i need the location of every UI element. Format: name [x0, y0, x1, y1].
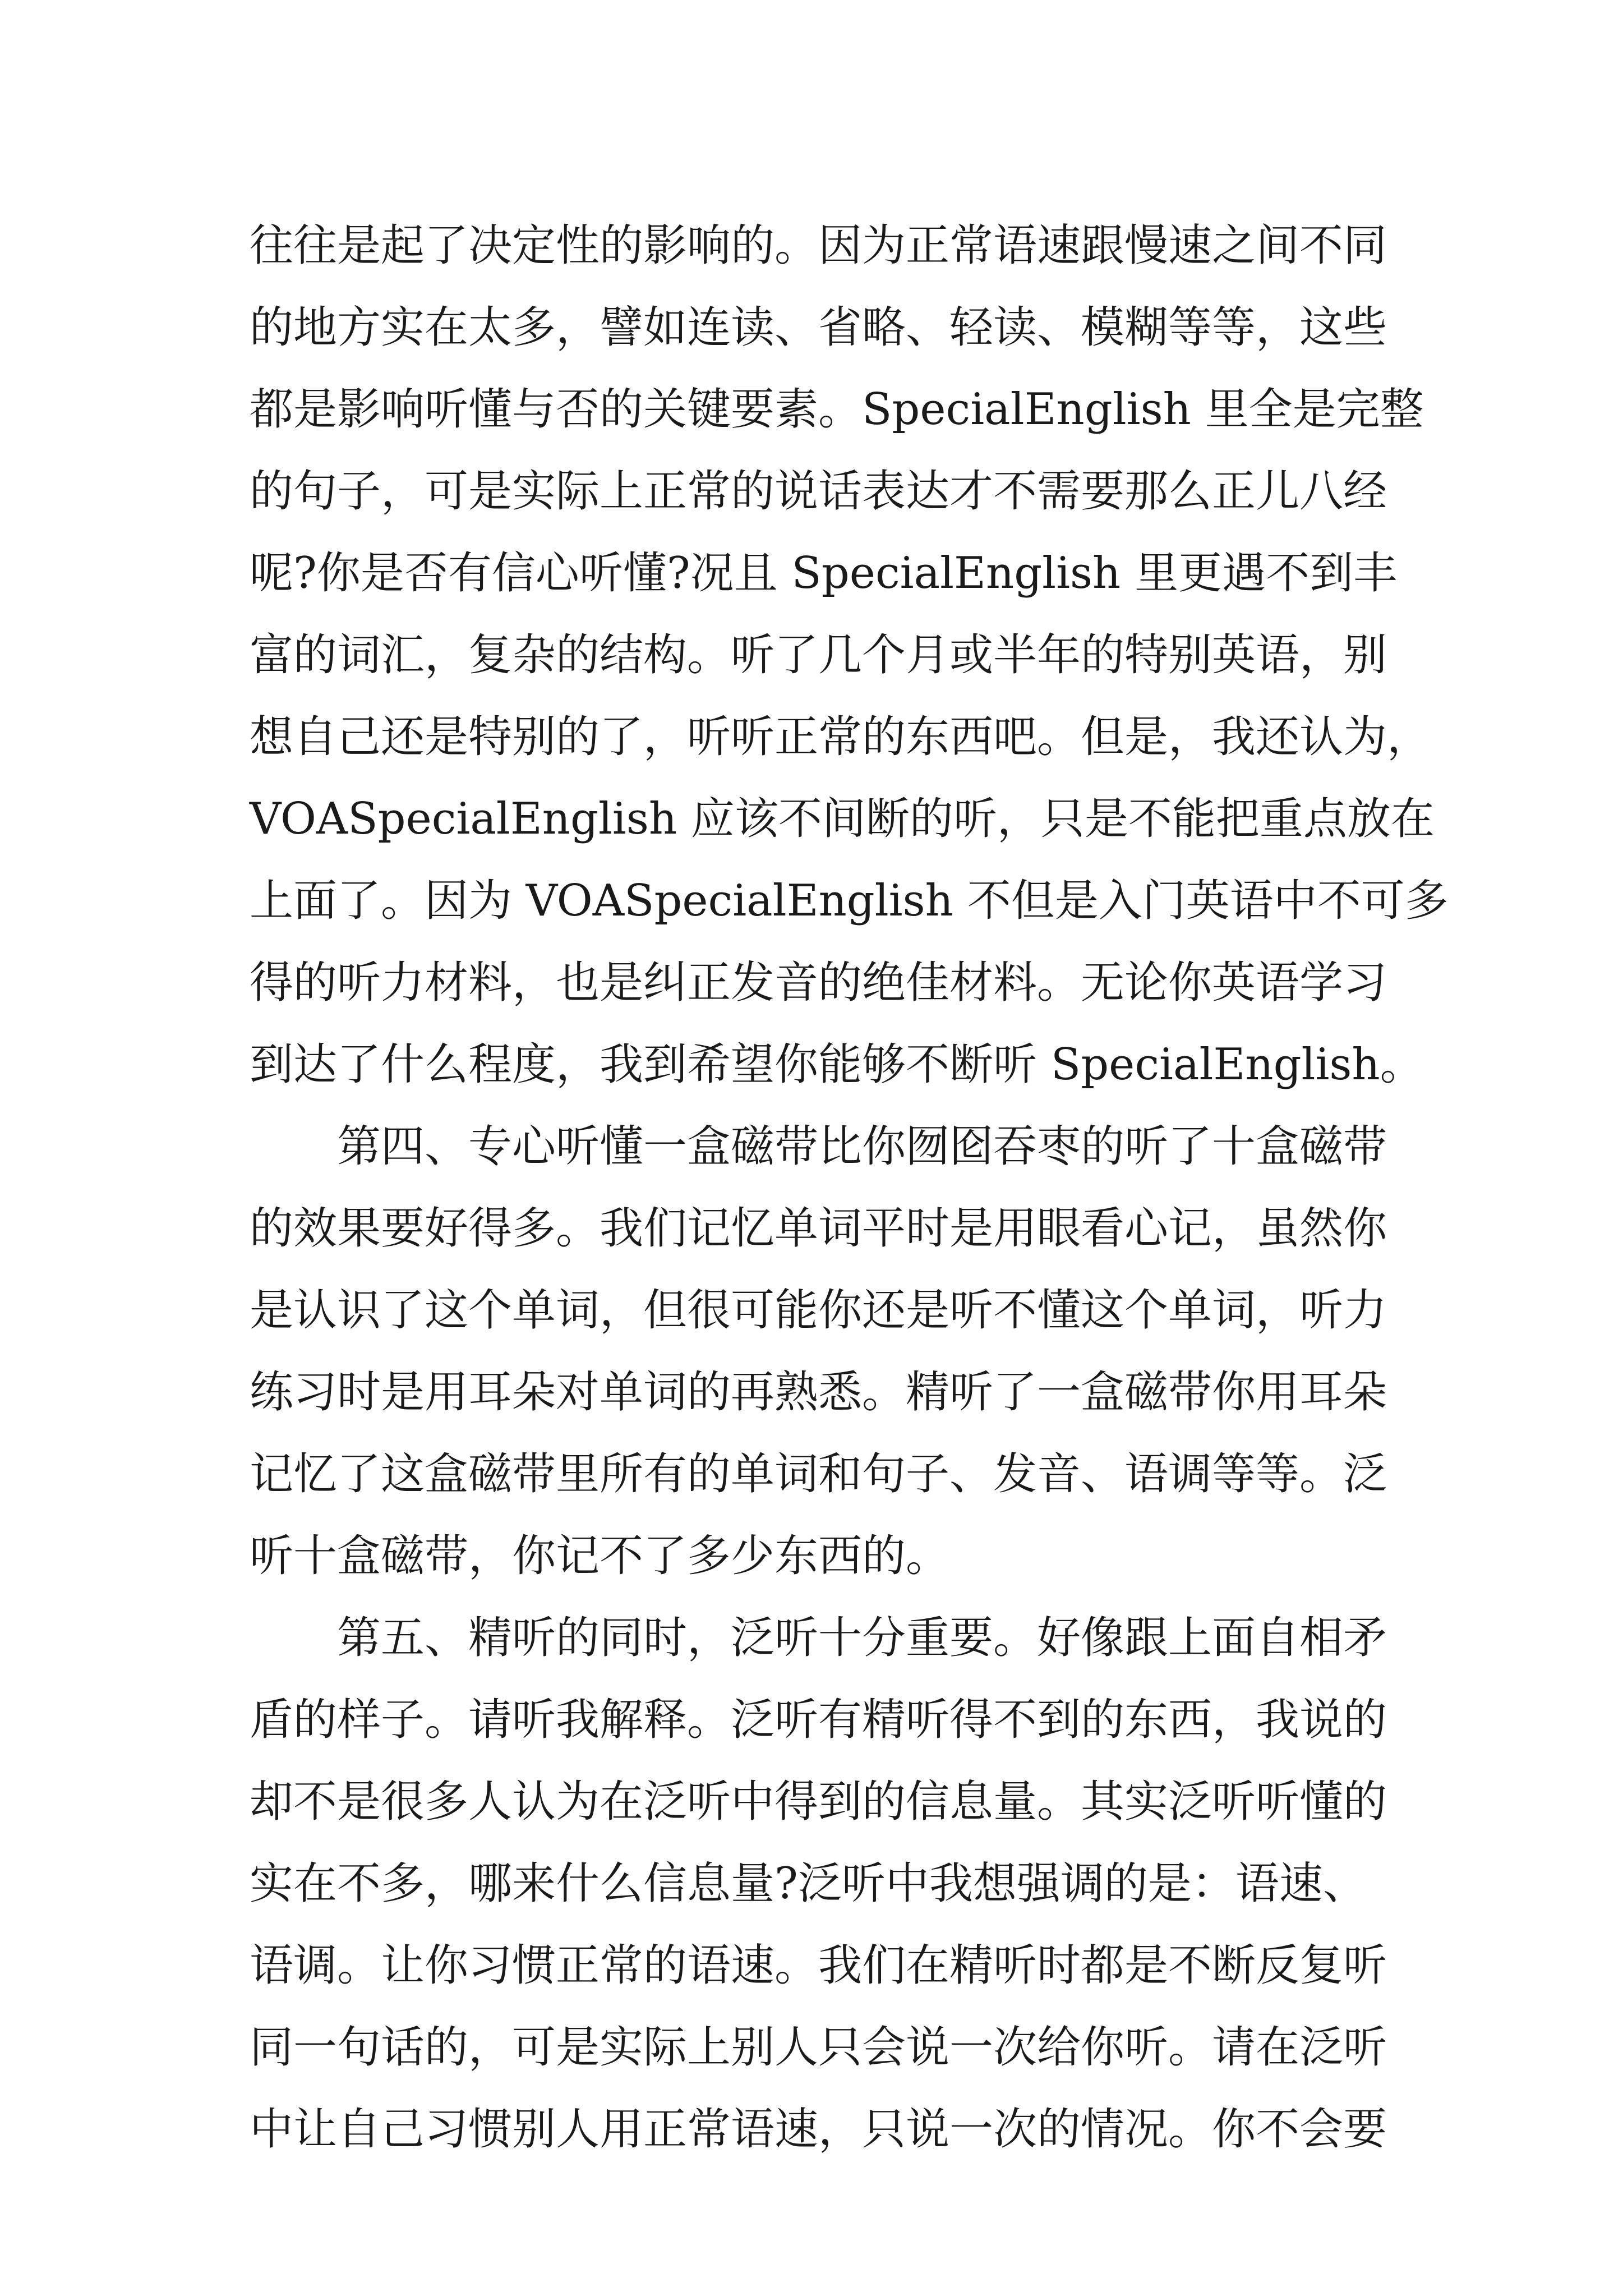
text-line: 却不是很多人认为在泛听中得到的信息量。其实泛听听懂的 [250, 1777, 1387, 1827]
text-line: 是认识了这个单词，但很可能你还是听不懂这个单词，听力 [250, 1285, 1387, 1336]
text-line: 想自己还是特别的了，听听正常的东西吧。但是，我还认为， [250, 712, 1431, 762]
text-line: 得的听力材料，也是纠正发音的绝佳材料。无论你英语学习 [250, 958, 1387, 1008]
text-line: 上面了。因为 VOASpecialEnglish 不但是入门英语中不可多 [250, 876, 1449, 926]
text-line: 听十盒磁带，你记不了多少东西的。 [250, 1531, 950, 1581]
text-line: 第五、精听的同时，泛听十分重要。好像跟上面自相矛 [250, 1613, 1387, 1663]
paragraph-2 [250, 1106, 1394, 1597]
text-line: 盾的样子。请听我解释。泛听有精听得不到的东西，我说的 [250, 1695, 1387, 1745]
text-line: 呢?你是否有信心听懂?况且 SpecialEnglish 里更遇不到丰 [250, 548, 1398, 599]
text-line: 到达了什么程度，我到希望你能够不断听 SpecialEnglish。 [250, 1039, 1424, 1090]
paragraph-1 [250, 205, 1449, 1106]
text-line: 的地方实在太多，譬如连读、省略、轻读、模糊等等，这些 [250, 302, 1387, 353]
text-line: 记忆了这盒磁带里所有的单词和句子、发音、语调等等。泛 [250, 1449, 1387, 1499]
text-line: 的效果要好得多。我们记忆单词平时是用眼看心记，虽然你 [250, 1203, 1387, 1254]
text-line: 第四、专心听懂一盒磁带比你囫囵吞枣的听了十盒磁带 [250, 1121, 1387, 1172]
text-line: 都是影响听懂与否的关键要素。SpecialEnglish 里全是完整 [250, 384, 1424, 435]
text-line: 往往是起了决定性的影响的。因为正常语速跟慢速之间不同 [250, 220, 1387, 271]
text-line: 实在不多，哪来什么信息量?泛听中我想强调的是：语速、 [250, 1858, 1367, 1909]
text-line: 富的词汇，复杂的结构。听了几个月或半年的特别英语，别 [250, 630, 1387, 680]
text-line: 同一句话的，可是实际上别人只会说一次给你听。请在泛听 [250, 2022, 1387, 2073]
text-line: VOASpecialEnglish 应该不间断的听，只是不能把重点放在 [250, 794, 1435, 844]
text-line: 的句子，可是实际上正常的说话表达才不需要那么正儿八经 [250, 466, 1387, 517]
text-line: 语调。让你习惯正常的语速。我们在精听时都是不断反复听 [250, 1940, 1387, 1991]
document-body [250, 205, 1449, 2170]
paragraph-3 [250, 1597, 1394, 2170]
text-line: 中让自己习惯别人用正常语速，只说一次的情况。你不会要 [250, 2104, 1387, 2155]
text-line: 练习时是用耳朵对单词的再熟悉。精听了一盒磁带你用耳朵 [250, 1367, 1387, 1418]
